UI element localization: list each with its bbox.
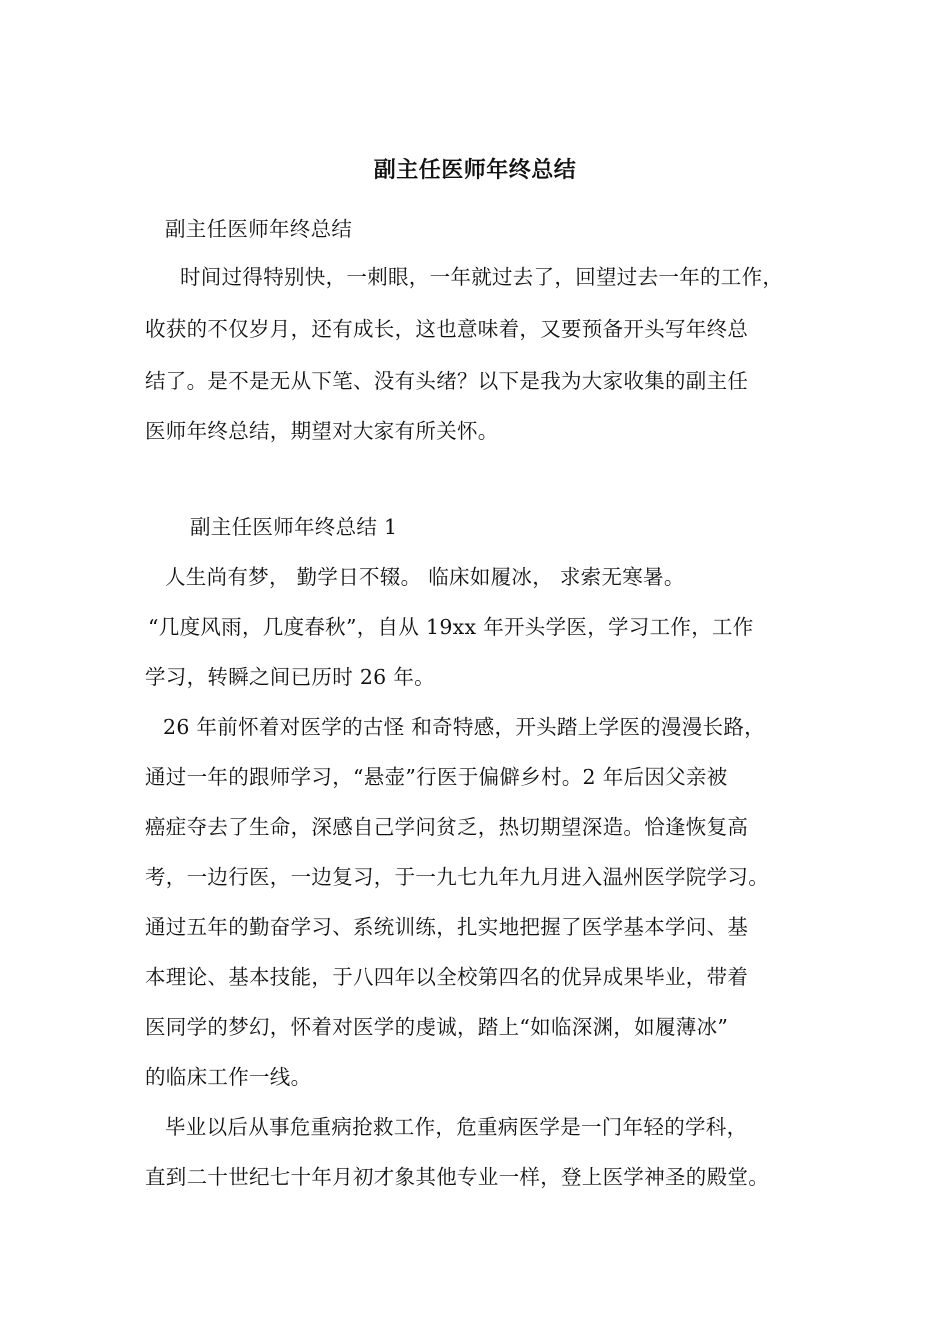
body-line: 26 年前怀着对医学的古怪 和奇特感，开头踏上学医的漫漫长路，	[163, 715, 765, 739]
document-subtitle: 副主任医师年终总结	[165, 217, 353, 241]
body-line: 通过五年的勤奋学习、系统训练，扎实地把握了医学基本学问、基	[145, 915, 749, 939]
intro-line: 医师年终总结，期望对大家有所关怀。	[145, 419, 499, 443]
intro-line: 时间过得特别快，一刺眼，一年就过去了，回望过去一年的工作，	[180, 265, 784, 289]
body-line: 癌症夺去了生命，深感自己学问贫乏，热切期望深造。恰逢恢复高	[145, 815, 749, 839]
intro-line: 收获的不仅岁月，还有成长，这也意味着，又要预备开头写年终总	[145, 317, 749, 341]
body-line: 本理论、基本技能，于八四年以全校第四名的优异成果毕业，带着	[145, 965, 749, 989]
body-line: 直到二十世纪七十年月初才象其他专业一样，登上医学神圣的殿堂。	[145, 1165, 769, 1189]
body-line: 的临床工作一线。	[145, 1065, 312, 1089]
body-line: 人生尚有梦， 勤学日不辍。 临床如履冰， 求索无寒暑。	[165, 565, 685, 589]
section-heading: 副主任医师年终总结 1	[190, 515, 398, 539]
body-line: “几度风雨，几度春秋”，自从 19xx 年开头学医，学习工作，工作	[148, 615, 754, 639]
body-line: 通过一年的跟师学习，“悬壶”行医于偏僻乡村。2 年后因父亲被	[145, 765, 728, 789]
body-line: 医同学的梦幻，怀着对医学的虔诚，踏上“如临深渊，如履薄冰”	[145, 1015, 729, 1039]
document-title: 副主任医师年终总结	[373, 157, 577, 183]
body-line: 毕业以后从事危重病抢救工作，危重病医学是一门年轻的学科，	[165, 1115, 748, 1139]
body-line: 考，一边行医，一边复习，于一九七九年九月进入温州医学院学习。	[145, 865, 769, 889]
body-line: 学习，转瞬之间已历时 26 年。	[145, 665, 435, 689]
intro-line: 结了。是不是无从下笔、没有头绪？以下是我为大家收集的副主任	[145, 369, 749, 393]
